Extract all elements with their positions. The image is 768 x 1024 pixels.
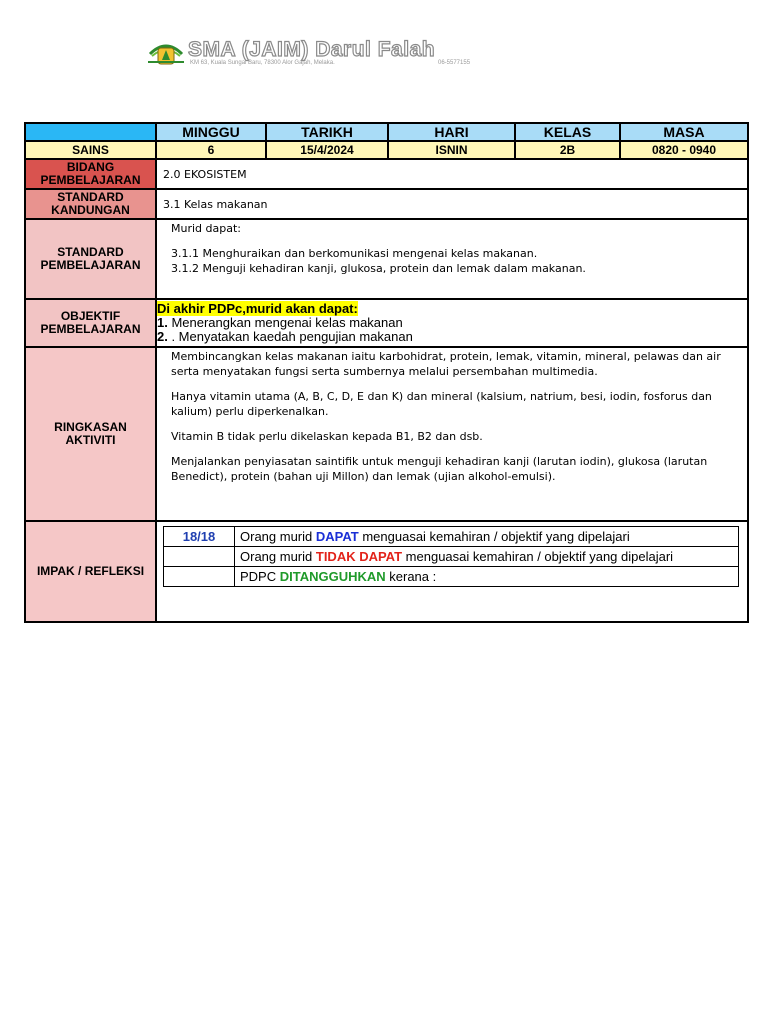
standard-kandungan-value: 3.1 Kelas makanan <box>156 189 748 219</box>
bidang-value: 2.0 EKOSISTEM <box>156 159 748 189</box>
kelas-value: 2B <box>515 141 620 159</box>
ringkasan-paragraph: Menjalankan penyiasatan saintifik untuk menguji kehadiran kanji (larutan iodin), glukosa (larutan Benedict), protein (bahan uji Millon) dan lemak (ujian alkohol-emulsi). <box>171 455 708 483</box>
standard-kandungan-label: STANDARD KANDUNGAN <box>25 189 156 219</box>
lesson-plan-table <box>24 122 749 623</box>
impak-content <box>156 521 748 622</box>
standard-pembelajaran-label: STANDARD PEMBELAJARAN <box>25 219 156 299</box>
reflection-row-ditangguhkan <box>164 567 739 587</box>
reflection-text: Orang murid DAPAT menguasai kemahiran / objektif yang dipelajari <box>235 527 739 547</box>
standard-pembelajaran-item: 3.1.1 Menghuraikan dan berkomunikasi mengenai kelas makanan. <box>171 247 538 260</box>
bidang-row <box>25 159 748 189</box>
minggu-value: 6 <box>156 141 266 159</box>
reflection-text: PDPC DITANGGUHKAN kerana : <box>235 567 739 587</box>
school-address: KM 63, Kuala Sungai Baru, 78300 Alor Gajah, Melaka. <box>190 60 335 66</box>
objektif-content <box>156 299 748 347</box>
ringkasan-label: RINGKASAN AKTIVITI <box>25 347 156 521</box>
header-row <box>25 123 748 141</box>
standard-kandungan-row <box>25 189 748 219</box>
reflection-row-dapat <box>164 527 739 547</box>
standard-pembelajaran-content <box>156 219 748 299</box>
ringkasan-row <box>25 347 748 521</box>
objektif-item: 1. Menerangkan mengenai kelas makanan <box>157 315 403 330</box>
reflection-table <box>163 526 739 587</box>
header-tarikh: TARIKH <box>266 123 388 141</box>
score-empty-cell <box>164 547 235 567</box>
score-empty-cell <box>164 567 235 587</box>
school-phone: 06-5577155 <box>438 60 471 66</box>
reflection-text: Orang murid TIDAK DAPAT menguasai kemahiran / objektif yang dipelajari <box>235 547 739 567</box>
standard-pembelajaran-intro: Murid dapat: <box>171 222 241 235</box>
values-row <box>25 141 748 159</box>
bidang-label: BIDANG PEMBELAJARAN <box>25 159 156 189</box>
ringkasan-paragraph: Hanya vitamin utama (A, B, C, D, E dan K) dan mineral (kalsium, natrium, besi, iodin, fosforus dan kalium) perlu diperkenalkan. <box>171 390 712 418</box>
header-masa: MASA <box>620 123 748 141</box>
ringkasan-paragraph: Membincangkan kelas makanan iaitu karbohidrat, protein, lemak, vitamin, mineral, pelawas dan air serta menyatakan fungsi serta sumbernya melalui persembahan multimedia. <box>171 350 721 378</box>
ringkasan-paragraph: Vitamin B tidak perlu dikelaskan kepada B1, B2 dan dsb. <box>171 430 483 443</box>
subject-value: SAINS <box>25 141 156 159</box>
hari-value: ISNIN <box>388 141 515 159</box>
score-value: 18/18 <box>164 527 235 547</box>
school-name: SMA (JAIM) Darul Falah <box>188 38 436 61</box>
school-header <box>148 40 508 70</box>
ringkasan-content <box>156 347 748 521</box>
header-kelas: KELAS <box>515 123 620 141</box>
school-logo-icon <box>148 40 184 68</box>
reflection-row-tidak-dapat <box>164 547 739 567</box>
tarikh-value: 15/4/2024 <box>266 141 388 159</box>
objektif-intro: Di akhir PDPc,murid akan dapat: <box>157 301 358 316</box>
objektif-row <box>25 299 748 347</box>
impak-row <box>25 521 748 622</box>
standard-pembelajaran-item: 3.1.2 Menguji kehadiran kanji, glukosa, protein dan lemak dalam makanan. <box>171 262 586 275</box>
header-subject-cell <box>25 123 156 141</box>
header-minggu: MINGGU <box>156 123 266 141</box>
objektif-label: OBJEKTIF PEMBELAJARAN <box>25 299 156 347</box>
masa-value: 0820 - 0940 <box>620 141 748 159</box>
standard-pembelajaran-row <box>25 219 748 299</box>
objektif-item: 2. . Menyatakan kaedah pengujian makanan <box>157 329 413 344</box>
header-hari: HARI <box>388 123 515 141</box>
impak-label: IMPAK / REFLEKSI <box>25 521 156 622</box>
